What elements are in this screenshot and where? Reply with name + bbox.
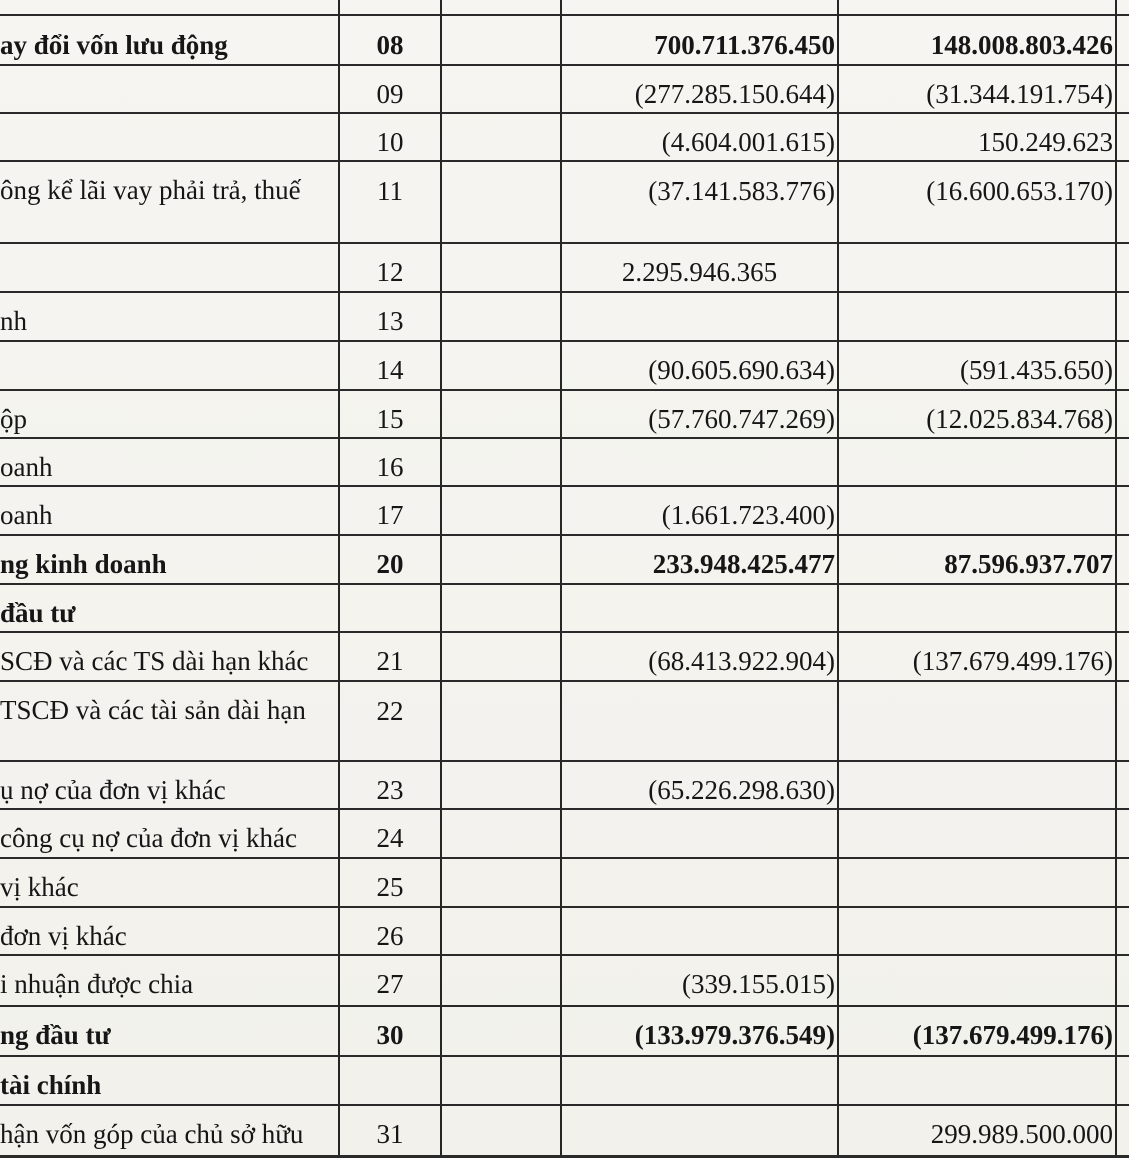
row-note bbox=[442, 342, 560, 389]
row-note bbox=[442, 293, 560, 340]
row-code: 23 bbox=[376, 775, 404, 805]
row-label: ông kể lãi vay phải trả, thuế bbox=[0, 175, 301, 205]
row-current-value bbox=[562, 810, 837, 857]
row-code: 16 bbox=[376, 452, 404, 482]
row-note bbox=[442, 439, 560, 485]
row-code: 21 bbox=[376, 646, 404, 676]
column-divider bbox=[338, 0, 340, 1158]
row-note bbox=[442, 810, 560, 857]
row-current-value: (65.226.298.630) bbox=[648, 775, 835, 805]
row-label bbox=[0, 114, 338, 160]
row-current-value: 700.711.376.450 bbox=[654, 30, 835, 60]
row-current-value bbox=[562, 293, 837, 340]
row-current-value bbox=[562, 585, 837, 631]
row-note bbox=[442, 162, 560, 242]
row-label: ay đổi vốn lưu động bbox=[0, 30, 228, 60]
row-note bbox=[442, 16, 560, 64]
row-code: 26 bbox=[376, 921, 404, 951]
row-current-value: (57.760.747.269) bbox=[648, 404, 835, 434]
column-divider bbox=[1115, 0, 1117, 1158]
row-current-value: (339.155.015) bbox=[682, 969, 835, 999]
row-note bbox=[442, 114, 560, 160]
row-label: tài chính bbox=[0, 1070, 102, 1100]
table-row bbox=[0, 857, 1129, 906]
row-note bbox=[442, 244, 560, 291]
row-current-value: 233.948.425.477 bbox=[652, 549, 835, 579]
row-code: 10 bbox=[376, 127, 404, 157]
row-previous-value bbox=[839, 810, 1129, 857]
column-divider bbox=[560, 0, 562, 1158]
table-row bbox=[0, 14, 1129, 64]
row-previous-value bbox=[839, 908, 1129, 954]
row-previous-value: (591.435.650) bbox=[960, 355, 1113, 385]
row-label: công cụ nợ của đơn vị khác bbox=[0, 823, 297, 853]
row-note bbox=[442, 1007, 560, 1055]
row-note bbox=[442, 487, 560, 534]
row-previous-value bbox=[839, 956, 1129, 1005]
row-previous-value bbox=[839, 244, 1129, 291]
table-row bbox=[0, 534, 1129, 583]
row-previous-value bbox=[839, 487, 1129, 534]
row-current-value: (90.605.690.634) bbox=[648, 355, 835, 385]
row-current-value: (68.413.922.904) bbox=[648, 646, 835, 676]
row-note bbox=[442, 1057, 560, 1104]
row-previous-value bbox=[839, 859, 1129, 906]
row-code: 13 bbox=[376, 306, 404, 336]
row-label bbox=[0, 342, 338, 389]
table-row bbox=[0, 340, 1129, 389]
section-header-row bbox=[0, 583, 1129, 631]
section-header-row bbox=[0, 1055, 1129, 1104]
table-row bbox=[0, 64, 1129, 112]
row-note bbox=[442, 859, 560, 906]
row-code: 30 bbox=[376, 1020, 404, 1050]
row-current-value: (37.141.583.776) bbox=[648, 176, 835, 206]
row-code: 24 bbox=[376, 823, 404, 853]
row-note bbox=[442, 908, 560, 954]
row-current-value: (4.604.001.615) bbox=[661, 127, 835, 157]
row-code: 08 bbox=[376, 30, 404, 60]
row-previous-value: 87.596.937.707 bbox=[944, 549, 1113, 579]
row-label: nh bbox=[0, 306, 27, 336]
table-row bbox=[0, 112, 1129, 160]
row-label: i nhuận được chia bbox=[0, 969, 194, 999]
row-note bbox=[442, 633, 560, 680]
table-row bbox=[0, 808, 1129, 857]
row-previous-value: (16.600.653.170) bbox=[926, 176, 1113, 206]
row-label: SCĐ và các TS dài hạn khác bbox=[0, 646, 309, 676]
table-row bbox=[0, 160, 1129, 242]
table-row bbox=[0, 485, 1129, 534]
row-label: vị khác bbox=[0, 872, 79, 902]
column-divider bbox=[837, 0, 839, 1158]
row-note bbox=[442, 762, 560, 808]
row-code: 25 bbox=[376, 872, 404, 902]
row-note bbox=[442, 1106, 560, 1155]
table-row bbox=[0, 437, 1129, 485]
row-code: 11 bbox=[377, 176, 403, 206]
row-code bbox=[340, 585, 440, 631]
table-row bbox=[0, 760, 1129, 808]
row-current-value bbox=[562, 859, 837, 906]
row-previous-value bbox=[839, 762, 1129, 808]
table-row bbox=[0, 1005, 1129, 1055]
row-previous-value: (137.679.499.176) bbox=[912, 1020, 1113, 1050]
table-row bbox=[0, 631, 1129, 680]
table-row bbox=[0, 291, 1129, 340]
row-code: 20 bbox=[376, 549, 404, 579]
row-code: 27 bbox=[376, 969, 404, 999]
row-code: 09 bbox=[376, 79, 404, 109]
row-label: oanh bbox=[0, 452, 53, 482]
row-current-value bbox=[562, 1057, 837, 1104]
row-current-value: (277.285.150.644) bbox=[634, 79, 835, 109]
row-note bbox=[442, 585, 560, 631]
row-code: 17 bbox=[376, 500, 404, 530]
row-label: đầu tư bbox=[0, 598, 76, 628]
column-divider bbox=[440, 0, 442, 1158]
row-current-value: (1.661.723.400) bbox=[661, 500, 835, 530]
row-previous-value bbox=[839, 682, 1129, 760]
row-note bbox=[442, 391, 560, 437]
row-label: oanh bbox=[0, 500, 53, 530]
table-row bbox=[0, 389, 1129, 437]
row-current-value bbox=[562, 908, 837, 954]
row-code: 22 bbox=[376, 696, 404, 726]
row-code bbox=[340, 1057, 440, 1104]
row-label bbox=[0, 66, 338, 112]
row-note bbox=[442, 66, 560, 112]
row-label bbox=[0, 244, 338, 291]
row-previous-value bbox=[839, 585, 1129, 631]
row-current-value: 2.295.946.365 bbox=[621, 257, 778, 287]
row-code: 14 bbox=[376, 355, 404, 385]
row-previous-value bbox=[839, 439, 1129, 485]
row-previous-value: 299.989.500.000 bbox=[930, 1119, 1113, 1149]
table-row bbox=[0, 680, 1129, 760]
row-code: 12 bbox=[376, 257, 404, 287]
row-code: 15 bbox=[376, 404, 404, 434]
row-previous-value: (12.025.834.768) bbox=[926, 404, 1113, 434]
row-current-value bbox=[562, 682, 837, 760]
row-previous-value: 148.008.803.426 bbox=[930, 30, 1113, 60]
row-note bbox=[442, 682, 560, 760]
row-current-value bbox=[562, 1106, 837, 1155]
row-note bbox=[442, 536, 560, 583]
table-row bbox=[0, 906, 1129, 954]
table-row bbox=[0, 242, 1129, 291]
row-current-value bbox=[562, 439, 837, 485]
row-previous-value: 150.249.623 bbox=[978, 127, 1113, 157]
row-label: hận vốn góp của chủ sở hữu bbox=[0, 1119, 304, 1149]
row-label: ng đầu tư bbox=[0, 1020, 111, 1050]
table-row bbox=[0, 1104, 1129, 1155]
row-previous-value bbox=[839, 1057, 1129, 1104]
row-label: ng kinh doanh bbox=[0, 549, 167, 579]
row-previous-value bbox=[839, 293, 1129, 340]
row-current-value: (133.979.376.549) bbox=[634, 1020, 835, 1050]
row-note bbox=[442, 956, 560, 1005]
row-previous-value: (137.679.499.176) bbox=[912, 646, 1113, 676]
row-label: đơn vị khác bbox=[0, 921, 127, 951]
row-label: TSCĐ và các tài sản dài hạn bbox=[0, 695, 306, 725]
row-label: ụ nợ của đơn vị khác bbox=[0, 775, 226, 805]
table-row bbox=[0, 954, 1129, 1005]
row-code: 31 bbox=[376, 1119, 404, 1149]
row-previous-value: (31.344.191.754) bbox=[926, 79, 1113, 109]
row-label: ộp bbox=[0, 404, 27, 434]
